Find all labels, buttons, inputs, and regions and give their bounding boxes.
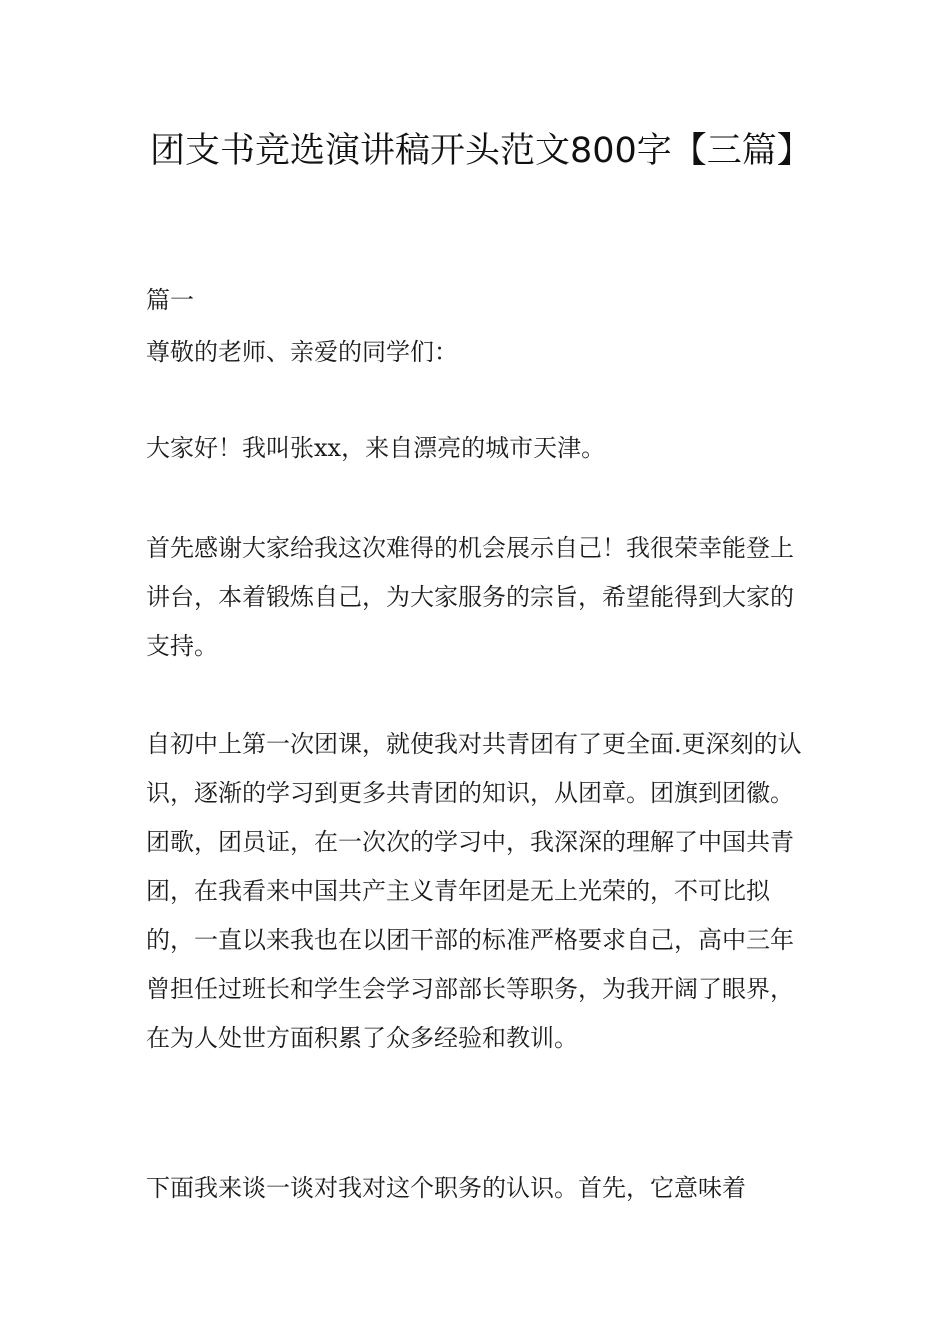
section-label: 篇一 [146,286,194,314]
greeting: 尊敬的老师、亲爱的同学们： [146,338,458,366]
paragraph-4: 下面我来谈一谈对我对这个职务的认识。首先，它意味着 [146,1174,746,1202]
paragraph-3: 自初中上第一次团课，就使我对共青团有了更全面.更深刻的认识，逐渐的学习到更多共青团的知识，从团章。团旗到团徽。团歌，团员证，在一次次的学习中，我深深的理解了中国共青团，在我看来中国共产主义青年团是无上光荣的，不可比拟的，一直以来我也在以团干部的标准严格要求自己，高中三年曾担任过班长和学生会学习部部长等职务，为我开阔了眼界，在为人处世方面积累了众多经验和教训。 [146,730,802,1052]
document-title: 团支书竞选演讲稿开头范文800字【三篇】 [150,131,812,171]
paragraph-2: 首先感谢大家给我这次难得的机会展示自己！我很荣幸能登上讲台，本着锻炼自己，为大家服务的宗旨，希望能得到大家的支持。 [146,534,794,660]
paragraph-1: 大家好！我叫张xx，来自漂亮的城市天津。 [146,434,606,462]
